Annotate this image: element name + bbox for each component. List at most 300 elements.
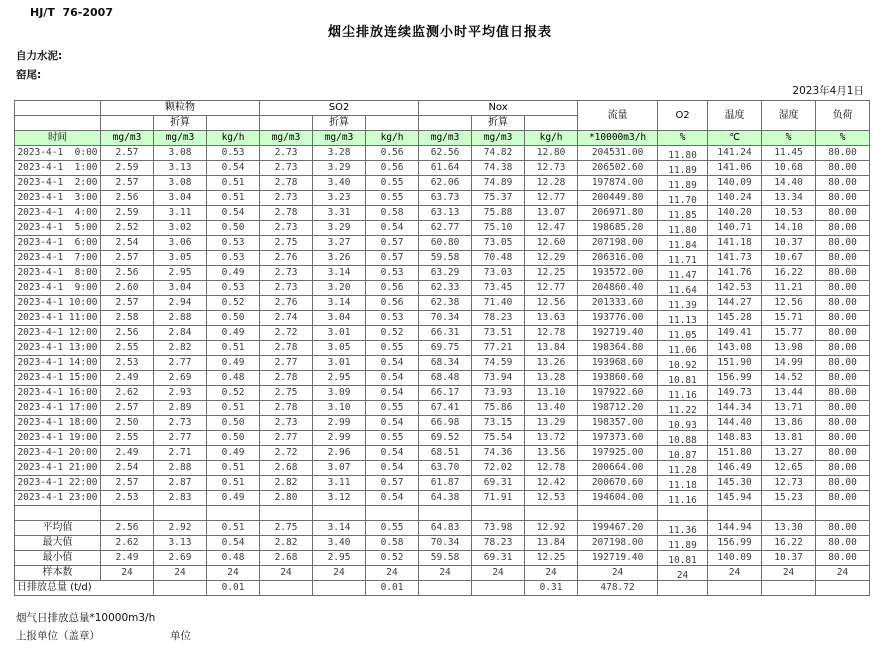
value-cell: 2.84 [154, 326, 207, 341]
value-cell: 68.51 [419, 446, 472, 461]
value-cell: 71.91 [472, 491, 525, 506]
value-cell: 61.64 [419, 161, 472, 176]
value-cell: 10.67 [762, 251, 816, 266]
table-row [15, 266, 870, 281]
value-cell: 63.13 [419, 206, 472, 221]
value-cell: 2.80 [260, 491, 313, 506]
value-cell: 68.48 [419, 371, 472, 386]
value-cell: 10.37 [762, 236, 816, 251]
value-cell: 12.56 [762, 296, 816, 311]
value-cell: 11.47 [658, 266, 708, 281]
report-date: 2023年4月1日 [792, 85, 864, 97]
value-cell: 197925.00 [578, 446, 658, 461]
value-cell: 75.88 [472, 206, 525, 221]
value-cell: 11.13 [658, 311, 708, 326]
value-cell: 12.60 [525, 236, 578, 251]
value-cell: 2.55 [101, 431, 154, 446]
unit-cell: mg/m3 [101, 131, 154, 146]
value-cell: 13.40 [525, 401, 578, 416]
spacer-row [15, 506, 870, 521]
value-cell: 2.73 [260, 416, 313, 431]
value-cell [207, 506, 260, 521]
value-cell: 72.02 [472, 461, 525, 476]
value-cell: 2.73 [260, 146, 313, 161]
value-cell: 0.48 [207, 551, 260, 566]
table-row [15, 491, 870, 506]
value-cell: 3.04 [313, 311, 366, 326]
value-cell: 2.53 [101, 356, 154, 371]
value-cell: 151.80 [708, 446, 762, 461]
zhesuan-so2: 折算 [313, 116, 366, 131]
value-cell: 75.86 [472, 401, 525, 416]
value-cell: 2.96 [313, 446, 366, 461]
value-cell: 2.94 [154, 296, 207, 311]
time-cell: 2023-4-1 19:00 [15, 431, 101, 446]
value-cell: 0.01 [207, 581, 260, 596]
value-cell: 14.99 [762, 356, 816, 371]
value-cell: 14.10 [762, 221, 816, 236]
time-cell: 2023-4-1 6:00 [15, 236, 101, 251]
value-cell: 10.37 [762, 551, 816, 566]
value-cell: 197874.00 [578, 176, 658, 191]
col-humidity: 湿度 [762, 101, 816, 131]
value-cell: 10.87 [658, 446, 708, 461]
value-cell: 13.72 [525, 431, 578, 446]
value-cell: 12.77 [525, 191, 578, 206]
value-cell: 13.98 [762, 341, 816, 356]
value-cell: 2.88 [154, 311, 207, 326]
value-cell: 61.87 [419, 476, 472, 491]
group-so2: SO2 [260, 101, 419, 116]
table-row [15, 176, 870, 191]
value-cell: 11.39 [658, 296, 708, 311]
total-row [15, 581, 870, 596]
value-cell: 3.13 [154, 536, 207, 551]
value-cell: 70.34 [419, 311, 472, 326]
value-cell: 0.57 [366, 476, 419, 491]
value-cell: 80.00 [816, 326, 870, 341]
value-cell: 80.00 [816, 236, 870, 251]
value-cell: 140.24 [708, 191, 762, 206]
value-cell: 0.49 [207, 446, 260, 461]
value-cell: 0.55 [366, 341, 419, 356]
value-cell: 24 [708, 566, 762, 581]
value-cell: 73.51 [472, 326, 525, 341]
value-cell: 12.80 [525, 146, 578, 161]
value-cell: 198357.00 [578, 416, 658, 431]
value-cell: 69.52 [419, 431, 472, 446]
value-cell: 13.34 [762, 191, 816, 206]
value-cell: 2.73 [260, 221, 313, 236]
value-cell: 2.82 [260, 536, 313, 551]
value-cell: 13.07 [525, 206, 578, 221]
value-cell: 3.29 [313, 221, 366, 236]
value-cell: 74.59 [472, 356, 525, 371]
value-cell: 11.84 [658, 236, 708, 251]
value-cell: 0.55 [366, 176, 419, 191]
time-header: 时间 [15, 131, 101, 146]
table-row [15, 236, 870, 251]
value-cell: 2.56 [101, 191, 154, 206]
time-cell: 2023-4-1 0:00 [15, 146, 101, 161]
value-cell: 2.57 [101, 401, 154, 416]
value-cell: 0.52 [207, 386, 260, 401]
value-cell: 206502.60 [578, 161, 658, 176]
value-cell: 80.00 [816, 536, 870, 551]
time-cell: 2023-4-1 9:00 [15, 281, 101, 296]
flow-total-note: 烟气日排放总量*10000m3/h [16, 612, 156, 624]
value-cell: 199467.20 [578, 521, 658, 536]
value-cell: 80.00 [816, 491, 870, 506]
value-cell: 2.60 [101, 281, 154, 296]
value-cell: 0.56 [366, 161, 419, 176]
value-cell: 0.48 [207, 371, 260, 386]
value-cell: 2.75 [260, 236, 313, 251]
value-cell: 200664.00 [578, 461, 658, 476]
value-cell: 12.78 [525, 461, 578, 476]
station-label: 窑尾: [16, 69, 42, 81]
col-o2: O2 [658, 101, 708, 131]
value-cell: 145.28 [708, 311, 762, 326]
value-cell: 11.80 [658, 146, 708, 161]
value-cell: 2.56 [101, 521, 154, 536]
value-cell [525, 506, 578, 521]
value-cell: 80.00 [816, 476, 870, 491]
group-pm: 颗粒物 [101, 101, 260, 116]
table-row [15, 326, 870, 341]
value-cell: 24 [419, 566, 472, 581]
table-row [15, 251, 870, 266]
value-cell: 3.14 [313, 521, 366, 536]
value-cell: 0.54 [207, 206, 260, 221]
value-cell: 60.80 [419, 236, 472, 251]
value-cell: 0.55 [366, 401, 419, 416]
value-cell: 15.71 [762, 311, 816, 326]
value-cell: 0.54 [366, 416, 419, 431]
value-cell: 73.03 [472, 266, 525, 281]
value-cell: 14.52 [762, 371, 816, 386]
value-cell: 70.34 [419, 536, 472, 551]
value-cell: 10.68 [762, 161, 816, 176]
value-cell: 2.54 [101, 236, 154, 251]
units-row [15, 131, 870, 146]
value-cell: 69.75 [419, 341, 472, 356]
value-cell: 3.09 [313, 386, 366, 401]
value-cell: 2.92 [154, 521, 207, 536]
value-cell: 24 [366, 566, 419, 581]
value-cell: 3.11 [313, 476, 366, 491]
value-cell: 75.10 [472, 221, 525, 236]
value-cell [472, 581, 525, 596]
value-cell: 12.29 [525, 251, 578, 266]
value-cell: 2.95 [313, 551, 366, 566]
time-cell: 2023-4-1 8:00 [15, 266, 101, 281]
value-cell: 0.54 [366, 221, 419, 236]
data-rows [15, 146, 870, 596]
value-cell: 2.52 [101, 221, 154, 236]
value-cell: 0.54 [366, 386, 419, 401]
value-cell: 11.70 [658, 191, 708, 206]
value-cell: 12.78 [525, 326, 578, 341]
value-cell: 3.14 [313, 266, 366, 281]
summary-row [15, 536, 870, 551]
value-cell: 197922.60 [578, 386, 658, 401]
value-cell: 2.82 [154, 341, 207, 356]
value-cell: 13.30 [762, 521, 816, 536]
value-cell: 2.78 [260, 371, 313, 386]
value-cell: 3.27 [313, 236, 366, 251]
value-cell: 2.99 [313, 416, 366, 431]
value-cell: 80.00 [816, 296, 870, 311]
value-cell: 2.75 [260, 521, 313, 536]
value-cell: 204531.00 [578, 146, 658, 161]
value-cell [260, 581, 313, 596]
value-cell: 2.77 [260, 356, 313, 371]
value-cell: 141.24 [708, 146, 762, 161]
unit-cell: % [658, 131, 708, 146]
value-cell: 2.69 [154, 371, 207, 386]
value-cell: 141.73 [708, 251, 762, 266]
value-cell: 13.10 [525, 386, 578, 401]
unit-cell: kg/h [366, 131, 419, 146]
value-cell: 0.52 [366, 326, 419, 341]
summary-row [15, 566, 870, 581]
value-cell: 11.16 [658, 386, 708, 401]
value-cell: 0.49 [207, 491, 260, 506]
time-cell: 2023-4-1 14:00 [15, 356, 101, 371]
value-cell: 197373.60 [578, 431, 658, 446]
value-cell: 0.55 [366, 191, 419, 206]
value-cell: 24 [260, 566, 313, 581]
value-cell: 10.81 [658, 551, 708, 566]
value-cell: 2.69 [154, 551, 207, 566]
unit-label: 单位 [170, 630, 191, 642]
value-cell: 80.00 [816, 221, 870, 236]
group-header-row [15, 101, 870, 116]
value-cell: 206316.00 [578, 251, 658, 266]
value-cell [313, 581, 366, 596]
value-cell: 207198.00 [578, 236, 658, 251]
value-cell: 2.77 [154, 431, 207, 446]
table-row [15, 206, 870, 221]
value-cell: 198364.80 [578, 341, 658, 356]
value-cell: 0.51 [207, 176, 260, 191]
value-cell: 78.23 [472, 536, 525, 551]
value-cell: 3.31 [313, 206, 366, 221]
value-cell: 12.56 [525, 296, 578, 311]
value-cell: 64.38 [419, 491, 472, 506]
value-cell: 12.47 [525, 221, 578, 236]
value-cell: 80.00 [816, 461, 870, 476]
table-row [15, 341, 870, 356]
unit-cell: ℃ [708, 131, 762, 146]
value-cell: 64.83 [419, 521, 472, 536]
value-cell: 3.07 [313, 461, 366, 476]
summary-label: 最大值 [15, 536, 101, 551]
value-cell: 0.01 [366, 581, 419, 596]
value-cell: 11.21 [762, 281, 816, 296]
value-cell: 2.53 [101, 491, 154, 506]
value-cell: 24 [525, 566, 578, 581]
value-cell: 0.53 [366, 311, 419, 326]
value-cell [260, 506, 313, 521]
value-cell: 3.04 [154, 281, 207, 296]
value-cell: 140.09 [708, 176, 762, 191]
value-cell: 0.56 [366, 281, 419, 296]
value-cell: 11.45 [762, 146, 816, 161]
unit-cell: mg/m3 [260, 131, 313, 146]
value-cell: 140.09 [708, 551, 762, 566]
value-cell: 2.56 [101, 326, 154, 341]
value-cell: 10.81 [658, 371, 708, 386]
value-cell [762, 506, 816, 521]
value-cell: 12.65 [762, 461, 816, 476]
value-cell: 200670.60 [578, 476, 658, 491]
value-cell: 0.58 [366, 536, 419, 551]
value-cell: 24 [578, 566, 658, 581]
value-cell: 3.08 [154, 176, 207, 191]
value-cell: 11.28 [658, 461, 708, 476]
company-label: 自力水泥: [16, 50, 63, 62]
value-cell: 11.80 [658, 221, 708, 236]
value-cell: 80.00 [816, 206, 870, 221]
value-cell: 80.00 [816, 281, 870, 296]
value-cell: 2.55 [101, 341, 154, 356]
value-cell: 2.74 [260, 311, 313, 326]
value-cell: 66.31 [419, 326, 472, 341]
report-unit-label: 上报单位（盖章） [16, 630, 100, 642]
value-cell: 75.54 [472, 431, 525, 446]
value-cell: 156.99 [708, 536, 762, 551]
unit-cell: mg/m3 [419, 131, 472, 146]
value-cell: 0.49 [207, 326, 260, 341]
value-cell [419, 581, 472, 596]
zhesuan-pm: 折算 [154, 116, 207, 131]
value-cell: 0.53 [207, 236, 260, 251]
value-cell: 3.23 [313, 191, 366, 206]
value-cell: 144.94 [708, 521, 762, 536]
value-cell: 11.05 [658, 326, 708, 341]
summary-row [15, 551, 870, 566]
summary-label: 平均值 [15, 521, 101, 536]
value-cell: 62.38 [419, 296, 472, 311]
value-cell: 2.75 [260, 386, 313, 401]
summary-label: 样本数 [15, 566, 101, 581]
value-cell: 24 [816, 566, 870, 581]
value-cell: 24 [762, 566, 816, 581]
col-load: 负荷 [816, 101, 870, 131]
table-row [15, 221, 870, 236]
value-cell: 2.73 [260, 266, 313, 281]
value-cell: 3.06 [154, 236, 207, 251]
value-cell: 2.76 [260, 296, 313, 311]
unit-cell: mg/m3 [154, 131, 207, 146]
summary-row [15, 521, 870, 536]
value-cell [816, 506, 870, 521]
value-cell: 80.00 [816, 386, 870, 401]
value-cell: 207198.00 [578, 536, 658, 551]
value-cell: 12.25 [525, 551, 578, 566]
value-cell: 0.53 [207, 251, 260, 266]
summary-label: 最小值 [15, 551, 101, 566]
value-cell: 2.78 [260, 176, 313, 191]
value-cell: 62.06 [419, 176, 472, 191]
value-cell: 13.84 [525, 341, 578, 356]
value-cell: 73.93 [472, 386, 525, 401]
value-cell: 144.34 [708, 401, 762, 416]
value-cell: 10.93 [658, 416, 708, 431]
value-cell: 3.05 [313, 341, 366, 356]
value-cell: 12.42 [525, 476, 578, 491]
value-cell: 15.23 [762, 491, 816, 506]
value-cell: 0.51 [207, 521, 260, 536]
value-cell [154, 581, 207, 596]
value-cell: 3.28 [313, 146, 366, 161]
group-nox: Nox [419, 101, 578, 116]
value-cell: 10.53 [762, 206, 816, 221]
time-cell: 2023-4-1 11:00 [15, 311, 101, 326]
table-row [15, 476, 870, 491]
time-cell: 2023-4-1 3:00 [15, 191, 101, 206]
value-cell: 3.40 [313, 536, 366, 551]
table-row [15, 431, 870, 446]
value-cell [658, 506, 708, 521]
value-cell: 3.13 [154, 161, 207, 176]
value-cell: 73.45 [472, 281, 525, 296]
value-cell: 0.50 [207, 431, 260, 446]
value-cell: 0.57 [366, 236, 419, 251]
value-cell: 192719.40 [578, 551, 658, 566]
value-cell: 2.68 [260, 461, 313, 476]
value-cell: 3.04 [154, 191, 207, 206]
value-cell: 0.56 [366, 146, 419, 161]
value-cell [154, 506, 207, 521]
value-cell: 193776.00 [578, 311, 658, 326]
unit-cell: mg/m3 [313, 131, 366, 146]
value-cell: 12.92 [525, 521, 578, 536]
value-cell [762, 581, 816, 596]
value-cell: 0.55 [366, 431, 419, 446]
value-cell: 73.94 [472, 371, 525, 386]
value-cell: 12.73 [762, 476, 816, 491]
value-cell: 13.56 [525, 446, 578, 461]
value-cell: 141.76 [708, 266, 762, 281]
value-cell: 24 [207, 566, 260, 581]
value-cell: 192719.40 [578, 326, 658, 341]
corner-cell [15, 101, 101, 116]
value-cell: 144.27 [708, 296, 762, 311]
value-cell: 2.78 [260, 206, 313, 221]
value-cell: 194604.00 [578, 491, 658, 506]
value-cell: 2.95 [154, 266, 207, 281]
summary-label [15, 506, 101, 521]
value-cell: 2.89 [154, 401, 207, 416]
value-cell: 0.54 [366, 356, 419, 371]
value-cell: 143.08 [708, 341, 762, 356]
value-cell: 13.86 [762, 416, 816, 431]
value-cell: 74.89 [472, 176, 525, 191]
time-cell: 2023-4-1 7:00 [15, 251, 101, 266]
value-cell: 13.44 [762, 386, 816, 401]
report-table [14, 100, 870, 596]
value-cell: 15.77 [762, 326, 816, 341]
value-cell: 59.58 [419, 251, 472, 266]
value-cell: 13.27 [762, 446, 816, 461]
value-cell: 0.53 [207, 281, 260, 296]
value-cell: 3.29 [313, 161, 366, 176]
value-cell: 193968.60 [578, 356, 658, 371]
value-cell: 75.37 [472, 191, 525, 206]
